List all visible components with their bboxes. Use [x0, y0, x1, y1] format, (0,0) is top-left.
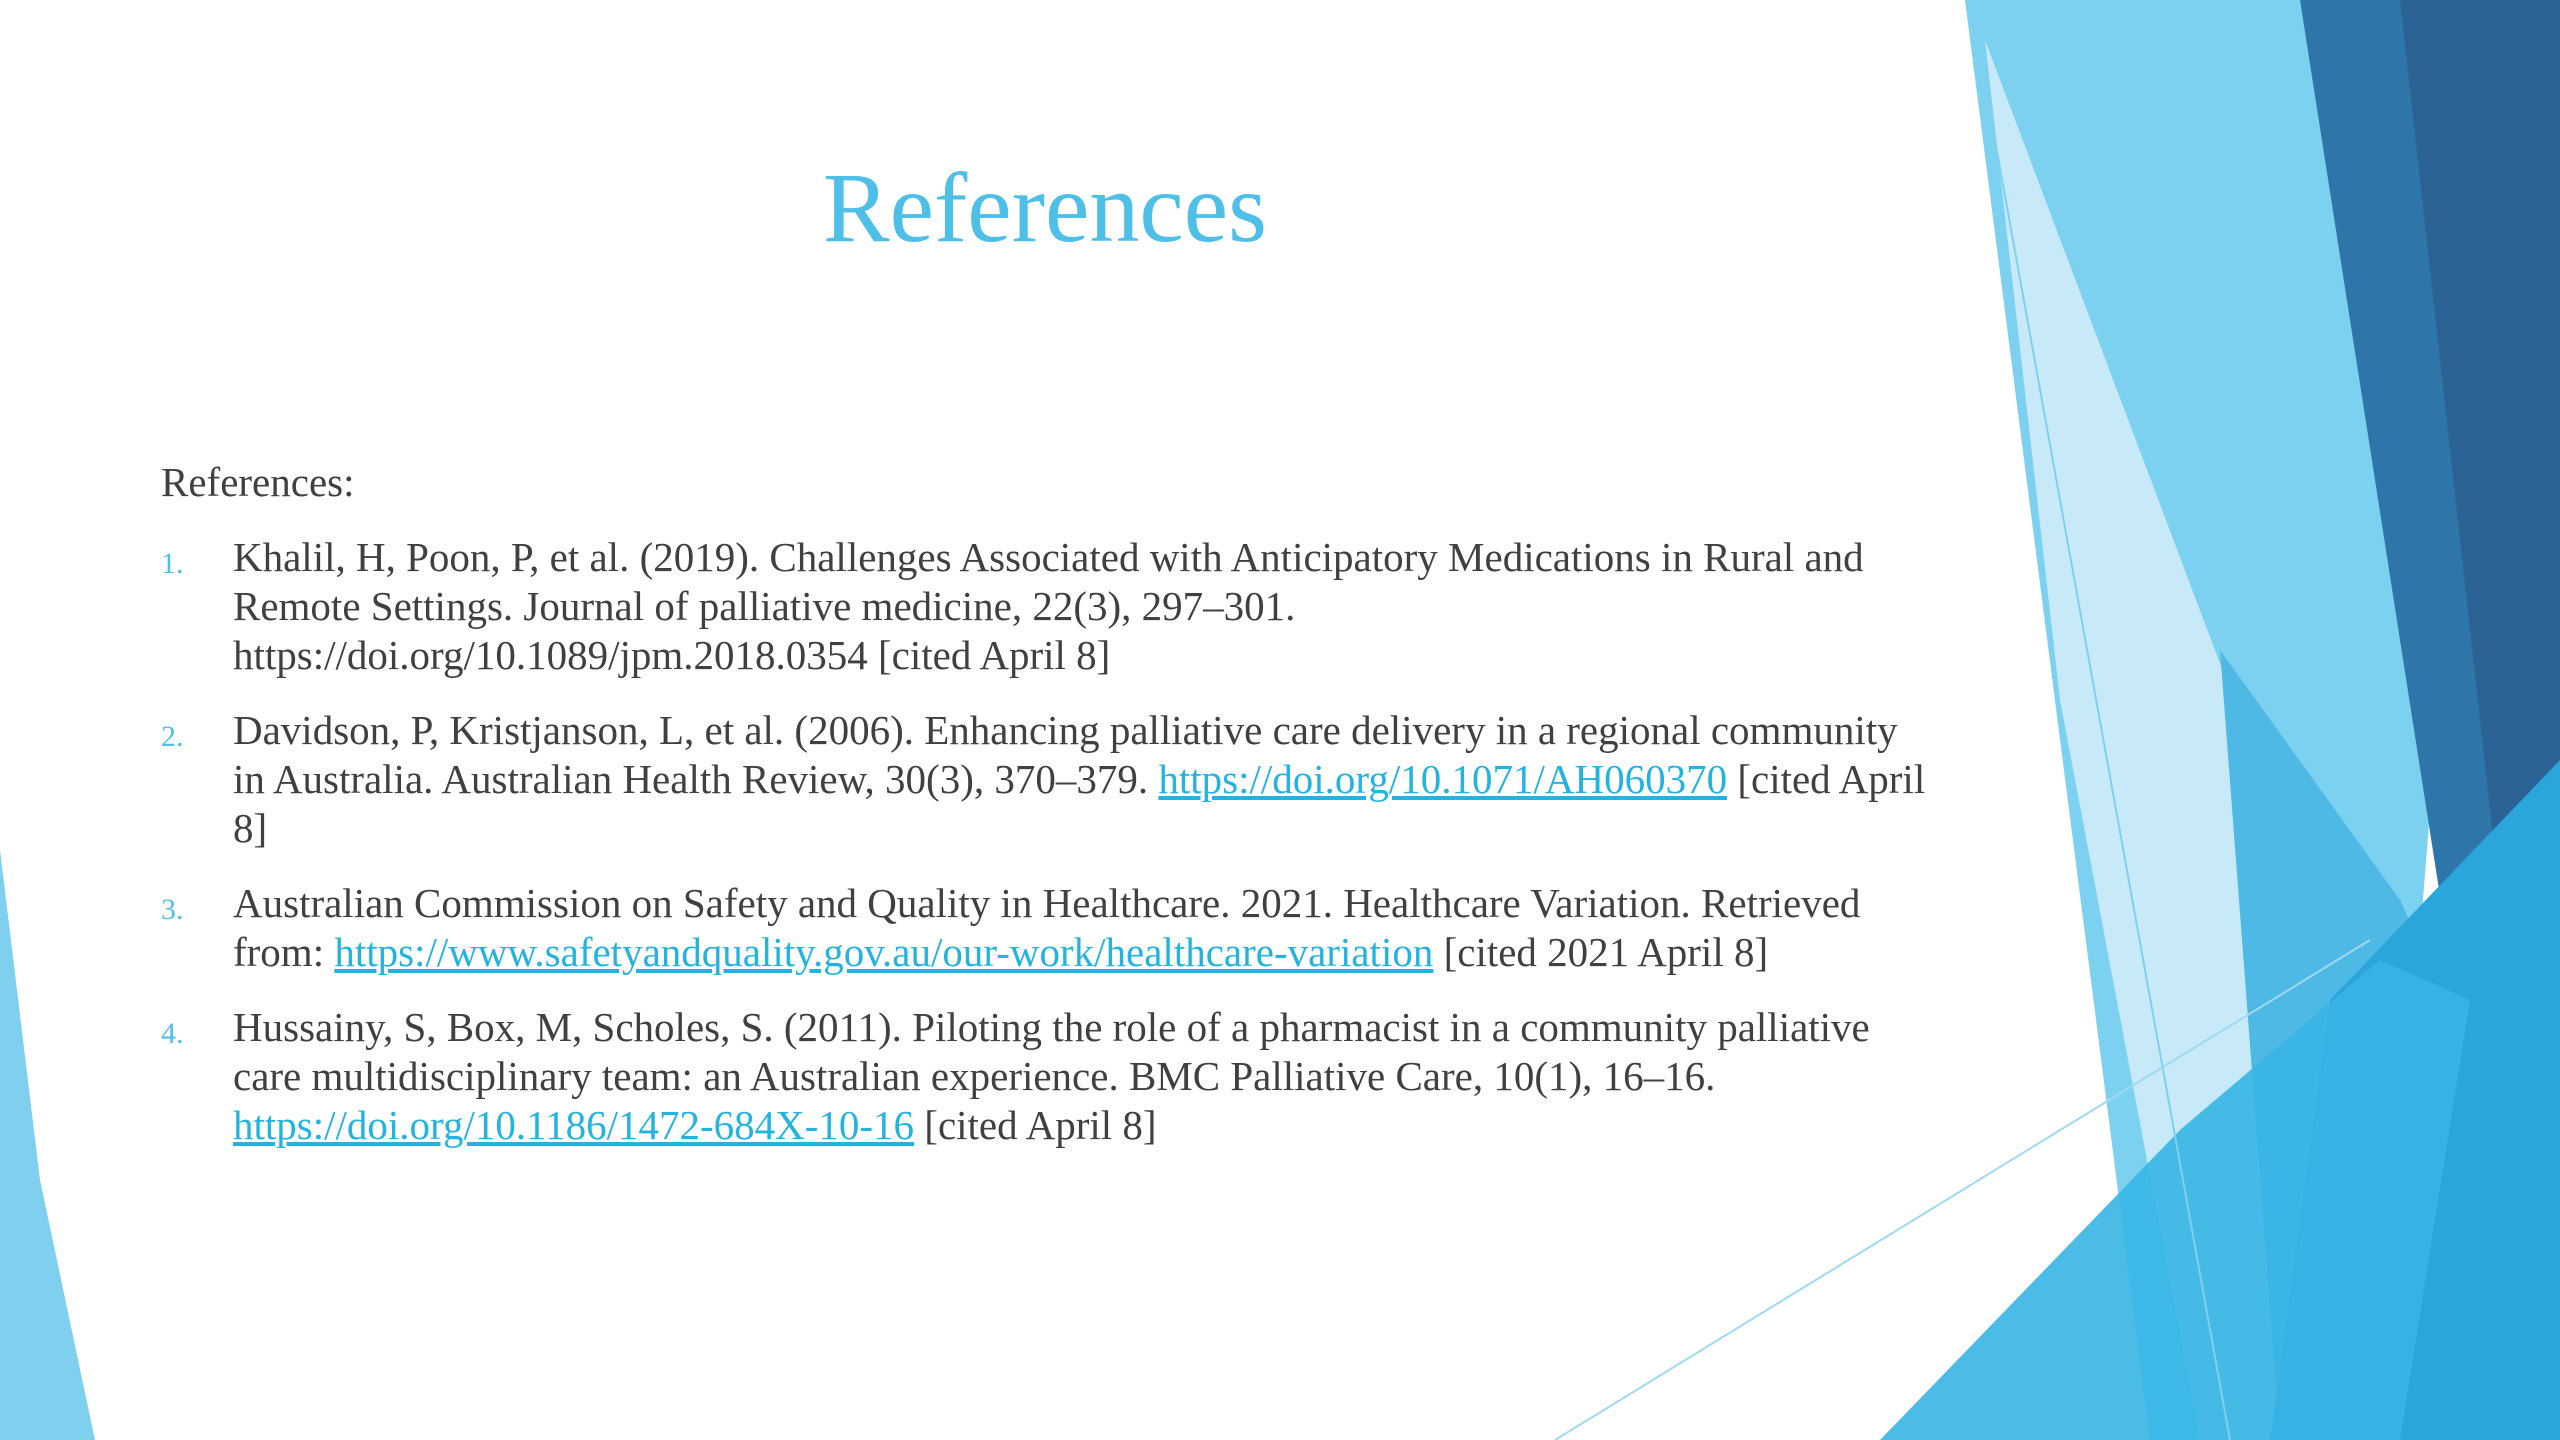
- reference-link[interactable]: https://doi.org/10.1071/AH060370: [1158, 756, 1728, 802]
- reference-list: [161, 533, 1931, 1176]
- reference-item-1: [161, 533, 1931, 680]
- reference-text: Khalil, H, Poon, P, et al. (2019). Challenges Associated with Anticipatory Medications in Rural and Remote Settings. Journal of palliative medicine, 22(3), 297–301. https://doi.org/10.1089/jpm.2018.0354 [cited April 8]: [233, 534, 1864, 678]
- reference-item-2: [161, 706, 1931, 853]
- reference-text: Australian Commission on Safety and Quality in Healthcare. 2021. Healthcare Variation. Retrieved from:: [233, 880, 1861, 975]
- reference-number: 2.: [161, 720, 184, 753]
- reference-link[interactable]: https://www.safetyandquality.gov.au/our-work/healthcare-variation: [334, 929, 1434, 975]
- slide-title: References: [822, 152, 1268, 263]
- reference-number: 4.: [161, 1017, 184, 1050]
- reference-item-3: [161, 879, 1931, 977]
- references-intro: References:: [161, 459, 355, 505]
- reference-cited: [cited 2021 April 8]: [1433, 929, 1769, 975]
- reference-cited: [cited April 8]: [233, 756, 1926, 851]
- reference-number: 1.: [161, 547, 184, 580]
- reference-number: 3.: [161, 893, 184, 926]
- reference-cited: [cited April 8]: [914, 1102, 1157, 1148]
- reference-link[interactable]: https://doi.org/10.1186/1472-684X-10-16: [233, 1102, 915, 1148]
- left-accent-shape: [0, 850, 95, 1440]
- reference-item-4: [161, 1003, 1931, 1150]
- reference-text: Hussainy, S, Box, M, Scholes, S. (2011). Piloting the role of a pharmacist in a community palliative care multidisciplinary team: an Australian experience. BMC Palliative Care, 10(1), 16–16.: [233, 1004, 1870, 1099]
- reference-text: Davidson, P, Kristjanson, L, et al. (2006). Enhancing palliative care delivery in a regional community in Australia. Australian Health Review, 30(3), 370–379.: [233, 707, 1898, 802]
